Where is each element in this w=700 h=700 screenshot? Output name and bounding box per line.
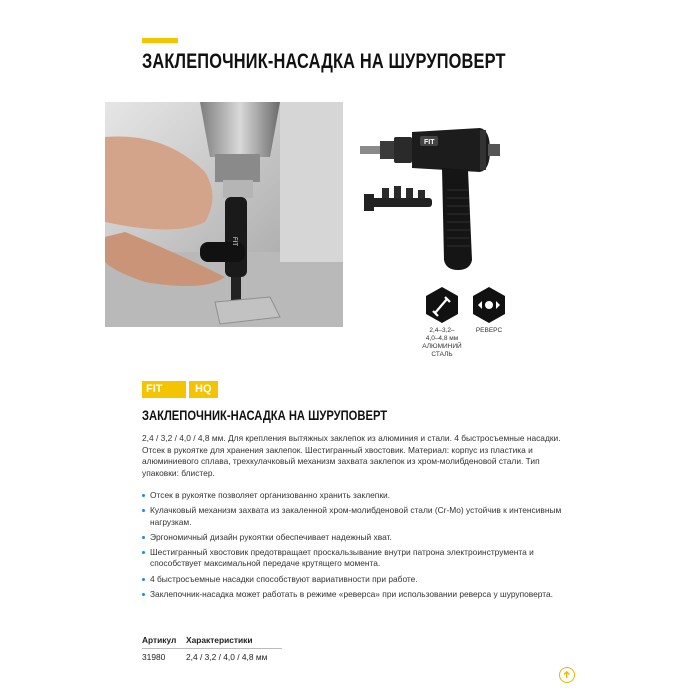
usage-photo-illustration [105,102,343,327]
feature-text: Отсек в рукоятке позволяет организованно хранить заклепки. [150,490,391,500]
table-header-row [142,632,282,648]
list-item [142,547,562,570]
product-image [360,110,570,280]
column-header-article: Артикул [142,635,177,645]
feature-list [142,490,562,604]
article-cell: 31980 [142,652,166,662]
feature-text: Заклепочник-насадка может работать в режиме «реверса» при использовании реверса у шуруповерта. [150,588,553,599]
product-subtitle: ЗАКЛЕПОЧНИК-НАСАДКА НА ШУРУПОВЕРТ [142,407,388,423]
reverse-icon [472,286,506,324]
bullet-icon [142,593,145,596]
product-brand-mark: FIT [424,139,435,146]
rivet-material-label-line: СТАЛЬ [431,351,453,358]
list-item [142,574,562,586]
list-item [142,490,562,502]
bullet-icon [142,494,145,497]
svg-text:FIT: FIT [231,237,237,246]
page-title: ЗАКЛЕПОЧНИК-НАСАДКА НА ШУРУПОВЕРТ [142,50,506,73]
hq-badge: HQ [189,381,218,398]
scroll-to-top-button[interactable] [559,667,575,683]
rivet-sizes-label [421,327,463,359]
title-accent-bar [142,38,178,43]
fit-logo-badge: FIT [142,381,186,398]
list-item [142,589,562,601]
bullet-icon [142,551,145,554]
column-header-characteristics: Характеристики [186,635,253,645]
spec-table [142,632,282,665]
rivet-material-label-line: АЛЮМИНИЙ [422,343,462,350]
characteristics-cell: 2,4 / 3,2 / 4,0 / 4,8 мм [186,652,268,662]
usage-photo [105,102,343,327]
list-item [142,505,562,528]
list-item [142,532,562,544]
rivet-sizes-label-line: 2,4–3,2– [429,327,455,334]
rivet-sizes-icon [425,286,459,324]
feature-text: Эргономичный дизайн рукоятки обеспечивает надежный хват. [150,531,392,542]
arrow-up-icon [560,668,574,682]
brand-badges [142,381,218,398]
reverse-label: РЕВЕРС [475,327,503,334]
riveter-product-illustration [360,110,570,280]
feature-text: 4 быстросъемные насадки способствуют вариативности при работе. [150,573,418,584]
bullet-icon [142,578,145,581]
bullet-icon [142,536,145,539]
feature-text: Шестигранный хвостовик предотвращает проскальзывание внутри патрона электроинструмента и способствует максимальной передаче крутящего момента. [150,546,534,569]
bullet-icon [142,509,145,512]
product-description: 2,4 / 3,2 / 4,0 / 4,8 мм. Для крепления вытяжных заклепок из алюминия и стали. 4 быстросъемные насадки. Отсек в рукоятке для хранения заклепок. Шестигранный хвостовик. Материал: корпус из пластика и алюминиевого сплава, трехкулачковый механизм захвата заклепок из хром-молибденовой стали. Тип упаковки: блистер. [142,433,561,478]
rivet-sizes-label-line: 4,0–4,8 мм [425,335,459,342]
feature-text: Кулачковый механизм захвата из закаленной хром-молибденовой стали (Cr-Mo) устойчив к интенсивным нагрузкам. [150,505,562,527]
table-row [142,649,282,665]
